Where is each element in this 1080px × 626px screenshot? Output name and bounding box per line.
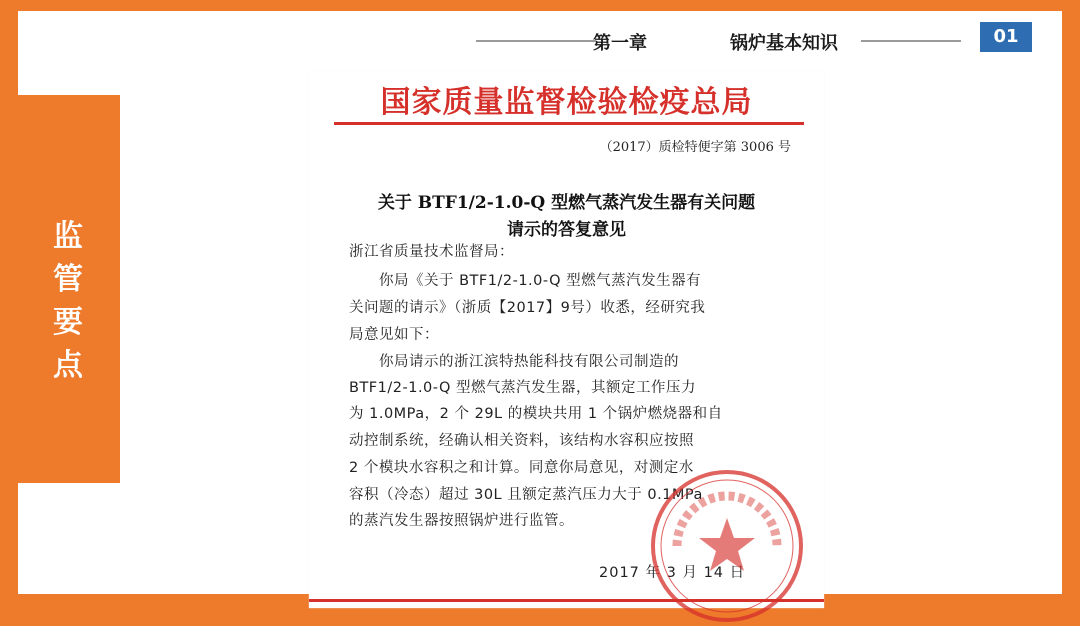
header-rule-left [476, 40, 596, 42]
document-subject-line: 关于 BTF1/2-1.0-Q 型燃气蒸汽发生器有关问题 [377, 193, 756, 213]
document-subject-line: 请示的答复意见 [507, 220, 626, 240]
page-number-badge: 01 [980, 22, 1032, 52]
document-image [309, 71, 824, 608]
header-rule-right [861, 40, 961, 42]
sidebar-panel [16, 95, 120, 483]
document-body-line: 关问题的请示》（浙质【2017】9号）收悉，经研究我 [349, 300, 706, 316]
sidebar-title [16, 215, 120, 387]
document-addressee: 浙江省质量技术监督局： [349, 244, 514, 260]
document-reference: （2017）质检特便字第 3006 号 [599, 140, 791, 155]
sidebar-title-char: 点 [53, 348, 83, 383]
document-body-line: 你局《关于 BTF1/2-1.0-Q 型燃气蒸汽发生器有 [349, 273, 702, 289]
document-body-line: 为 1.0MPa，2 个 29L 的模块共用 1 个锅炉燃烧器和自 [349, 406, 723, 422]
document-body-line: 2 个模块水容积之和计算。同意你局意见，对测定水 [349, 460, 694, 476]
sidebar-title-char: 管 [53, 262, 83, 297]
document-header-rule [334, 122, 804, 125]
official-seal-icon [647, 466, 807, 626]
document-body-line: 你局请示的浙江滨特热能科技有限公司制造的 [349, 354, 679, 370]
document-body-line: 容积（冷态）超过 30L 且额定蒸汽压力大于 0.1MPa [349, 487, 703, 503]
document-date: 2017 年 3 月 14 日 [599, 565, 746, 581]
document-body-line: 局意见如下： [349, 327, 439, 343]
document-body-line: BTF1/2-1.0-Q 型燃气蒸汽发生器，其额定工作压力 [349, 380, 697, 396]
sidebar-title-char: 监 [53, 219, 83, 254]
document-body-line: 的蒸汽发生器按照锅炉进行监管。 [349, 513, 574, 529]
document-footer-rule [309, 599, 824, 602]
sidebar-title-char: 要 [53, 305, 83, 340]
document-issuer: 国家质量监督检验检疫总局 [380, 85, 753, 120]
document-body-line: 动控制系统，经确认相关资料，该结构水容积应按照 [349, 433, 694, 449]
section-title: 锅炉基本知识 [730, 33, 838, 54]
chapter-label: 第一章 [593, 33, 647, 54]
